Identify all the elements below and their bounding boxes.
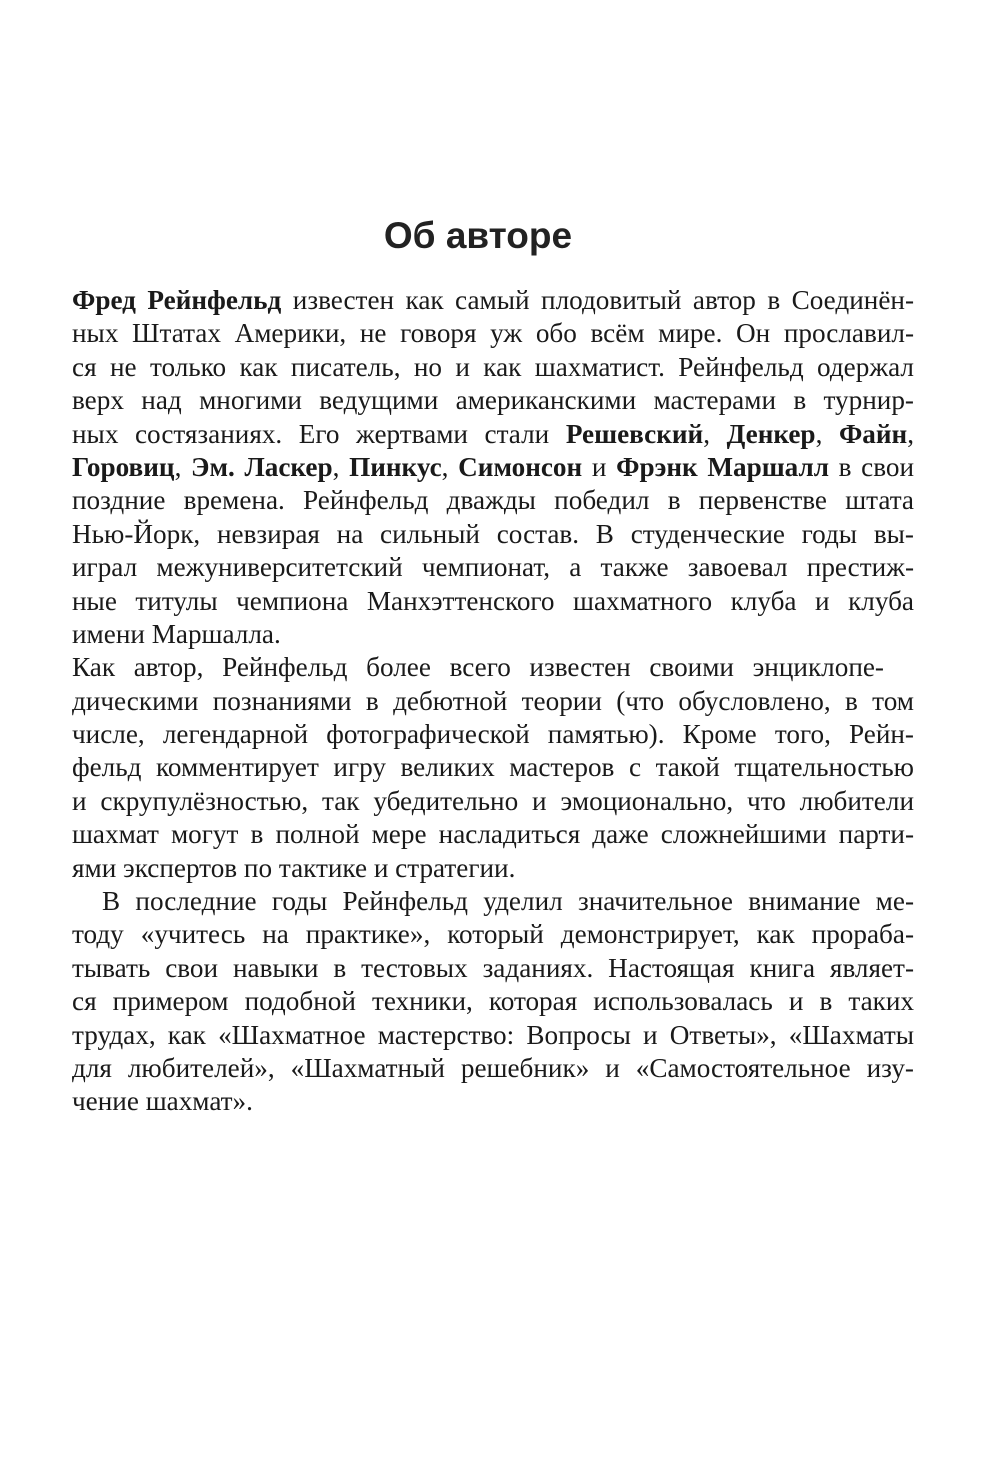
player-name: Решевский [565, 418, 704, 449]
text-line: тывать свои навыки в тестовых заданиях. Настоящая книга являет- [72, 952, 914, 983]
text-line: имени Маршалла. [72, 618, 281, 649]
text-line: дическими познаниями в дебютной теории (что обусловлено, в том [72, 685, 914, 716]
text-line: В последние годы Рейнфельд уделил значительное внимание ме- [102, 886, 914, 917]
text-line: трудах, как «Шахматное мастерство: Вопросы и Ответы», «Шахматы [72, 1019, 914, 1050]
text-line: для любителей», «Шахматный решебник» и «Самостоятельное изу- [72, 1052, 914, 1083]
author-name: Фред Рейнфельд [72, 285, 282, 315]
player-name: Фрэнк Маршалл [616, 451, 829, 482]
text-line: поздние времена. Рейнфельд дважды победил в первенстве штата [72, 485, 914, 516]
text-line: Фред Рейнфельд известен как самый плодовитый автор в Соединён- [72, 285, 914, 315]
text-line: ных состязаниях. Его жертвами стали Решевский, Денкер, Файн, [72, 418, 915, 449]
paragraph-1 [72, 284, 914, 651]
text-line: ных Штатах Америки, не говоря уж обо всём мире. Он прославил- [72, 318, 914, 349]
player-name: Денкер [726, 418, 816, 449]
text-line: Как автор, Рейнфельд более всего известен своими энциклопе- [72, 652, 884, 683]
text-line: чение шахмат». [72, 1086, 253, 1117]
player-name: Файн [838, 418, 908, 449]
body-text [72, 284, 914, 1119]
player-name: Горовиц [72, 451, 175, 482]
text-line: ные титулы чемпиона Манхэттенского шахматного клуба и клуба [72, 585, 914, 616]
player-name: Пинкус [349, 451, 442, 482]
paragraph-2 [72, 651, 914, 885]
text-line: Горовиц, Эм. Ласкер, Пинкус, Симонсон и Фрэнк Маршалл в свои [72, 451, 915, 482]
text-line: верх над многими ведущими американскими мастерами в турнир- [72, 385, 914, 416]
text-line: фельд комментирует игру великих мастеров с такой тщательностью [72, 752, 914, 783]
text-line: числе, легендарной фотографической памятью). Кроме того, Рейн- [72, 719, 914, 750]
player-name: Эм. Ласкер [191, 451, 333, 482]
text-line: ся примером подобной техники, которая использовалась и в таких [72, 986, 914, 1017]
paragraph-3 [72, 885, 914, 1119]
text-line: ями экспертов по тактике и стратегии. [72, 852, 516, 883]
text-line: Нью-Йорк, невзирая на сильный состав. В студенческие годы вы- [72, 518, 914, 549]
text-line: шахмат могут в полной мере насладиться даже сложнейшими парти- [72, 819, 914, 850]
page-title: Об авторе [383, 215, 573, 256]
player-name: Симонсон [458, 451, 583, 482]
text-line: и скрупулёзностью, так убедительно и эмоционально, что любители [72, 785, 914, 816]
text-line: ся не только как писатель, но и как шахматист. Рейнфельд одержал [72, 351, 914, 382]
text-line: тоду «учитесь на практике», который демонстрирует, как прораба- [72, 919, 914, 950]
text-line: играл межуниверситетский чемпионат, а также завоевал престиж- [72, 552, 914, 583]
